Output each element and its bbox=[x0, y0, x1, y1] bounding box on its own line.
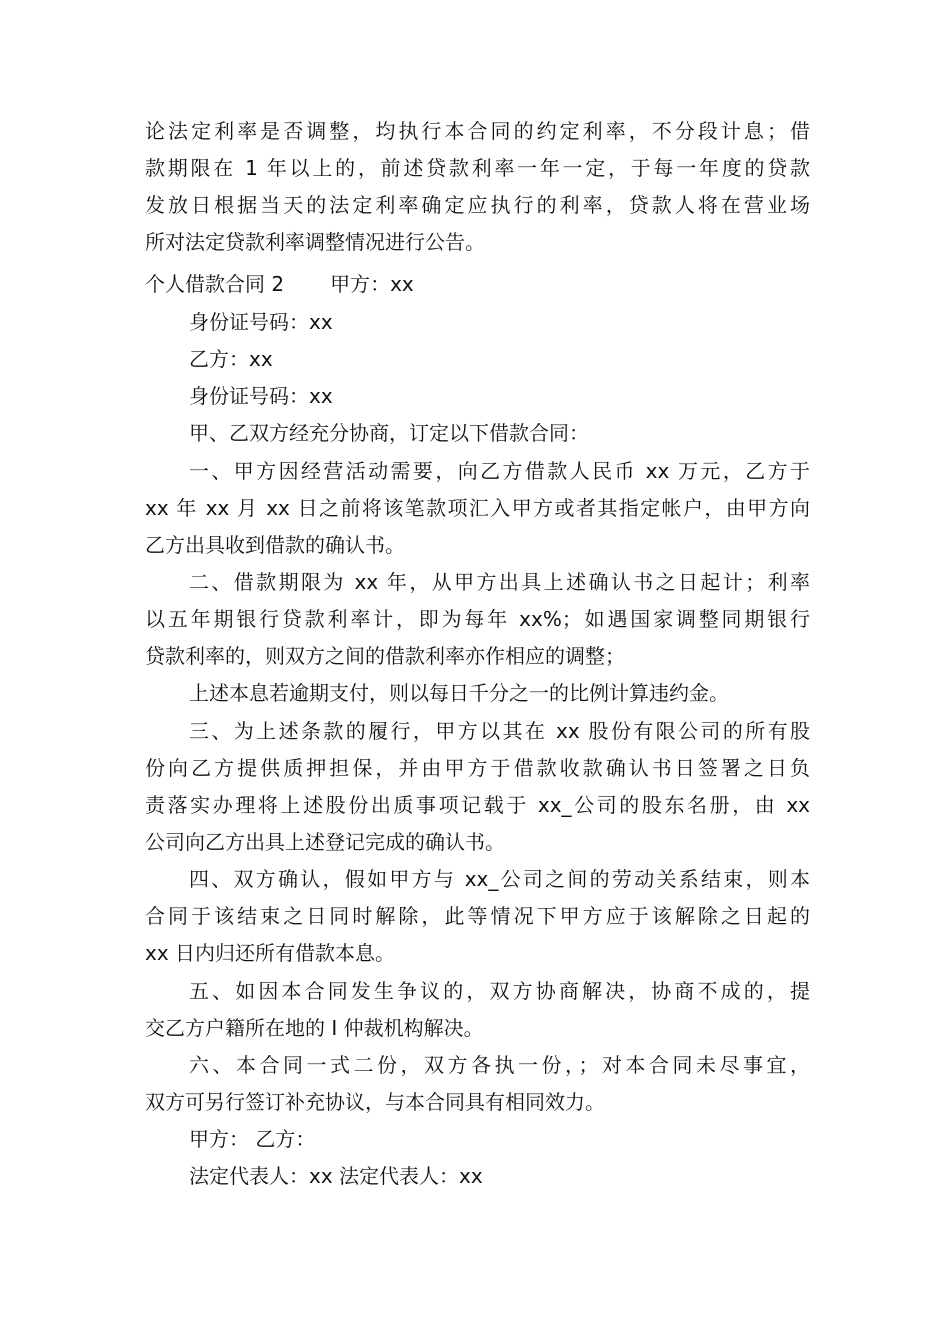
clause-1-line: xx 年 xx 月 xx 日之前将该笔款项汇入甲方或者其指定帐户，由甲方向 bbox=[145, 496, 810, 520]
paragraph-line: 甲、乙双方经充分协商，订定以下借款合同： bbox=[189, 421, 589, 445]
signature-parties: 甲方： 乙方： bbox=[189, 1127, 316, 1151]
clause-3-line: 三、为上述条款的履行，甲方以其在 xx 股份有限公司的所有股 bbox=[189, 719, 810, 743]
clause-5-line: 交乙方户籍所在地的 I 仲裁机构解决。 bbox=[145, 1016, 484, 1040]
contract-title: 个人借款合同 2 bbox=[145, 272, 285, 296]
paragraph-line: 所对法定贷款利率调整情况进行公告。 bbox=[145, 230, 485, 254]
clause-4-line: 合同于该结束之日同时解除，此等情况下甲方应于该解除之日起的 bbox=[145, 904, 810, 928]
clause-5-line: 五、如因本合同发生争议的，双方协商解决，协商不成的，提 bbox=[189, 979, 810, 1003]
paragraph-line: 款期限在 1 年以上的，前述贷款利率一年一定，于每一年度的贷款 bbox=[145, 156, 810, 180]
clause-3-line: 公司向乙方出具上述登记完成的确认书。 bbox=[145, 830, 505, 854]
clause-1-line: 一、甲方因经营活动需要，向乙方借款人民币 xx 万元，乙方于 bbox=[189, 459, 810, 483]
clause-3-line: 责落实办理将上述股份出质事项记载于 xx_公司的股东名册，由 xx bbox=[145, 793, 810, 817]
clause-3-line: 份向乙方提供质押担保，并由甲方于借款收款确认书日签署之日负 bbox=[145, 756, 810, 780]
clause-6-line: 六、本合同一式二份，双方各执一份，；对本合同未尽事宜， bbox=[189, 1053, 810, 1077]
id-number-line: 身份证号码：xx bbox=[189, 384, 333, 408]
clause-4-line: xx 日内归还所有借款本息。 bbox=[145, 941, 396, 965]
clause-2-line: 二、借款期限为 xx 年，从甲方出具上述确认书之日起计；利率 bbox=[189, 570, 810, 594]
clause-4-line: 四、双方确认，假如甲方与 xx_公司之间的劳动关系结束，则本 bbox=[189, 867, 810, 891]
party-a-label: 甲方：xx bbox=[330, 272, 414, 296]
id-number-line: 身份证号码：xx bbox=[189, 310, 333, 334]
party-b-line: 乙方：xx bbox=[189, 347, 273, 371]
clause-2-line: 以五年期银行贷款利率计，即为每年 xx%；如遇国家调整同期银行 bbox=[145, 607, 810, 631]
clause-1-line: 乙方出具收到借款的确认书。 bbox=[145, 533, 405, 557]
paragraph-line: 论法定利率是否调整，均执行本合同的约定利率，不分段计息；借 bbox=[145, 119, 810, 143]
signature-representatives: 法定代表人：xx 法定代表人：xx bbox=[189, 1164, 483, 1188]
clause-6-line: 双方可另行签订补充协议，与本合同具有相同效力。 bbox=[145, 1090, 605, 1114]
contract-heading bbox=[145, 266, 414, 302]
paragraph-line: 上述本息若逾期支付，则以每日千分之一的比例计算违约金。 bbox=[189, 681, 729, 705]
paragraph-line: 发放日根据当天的法定利率确定应执行的利率，贷款人将在营业场 bbox=[145, 193, 810, 217]
clause-2-line: 贷款利率的，则双方之间的借款利率亦作相应的调整； bbox=[145, 644, 625, 668]
